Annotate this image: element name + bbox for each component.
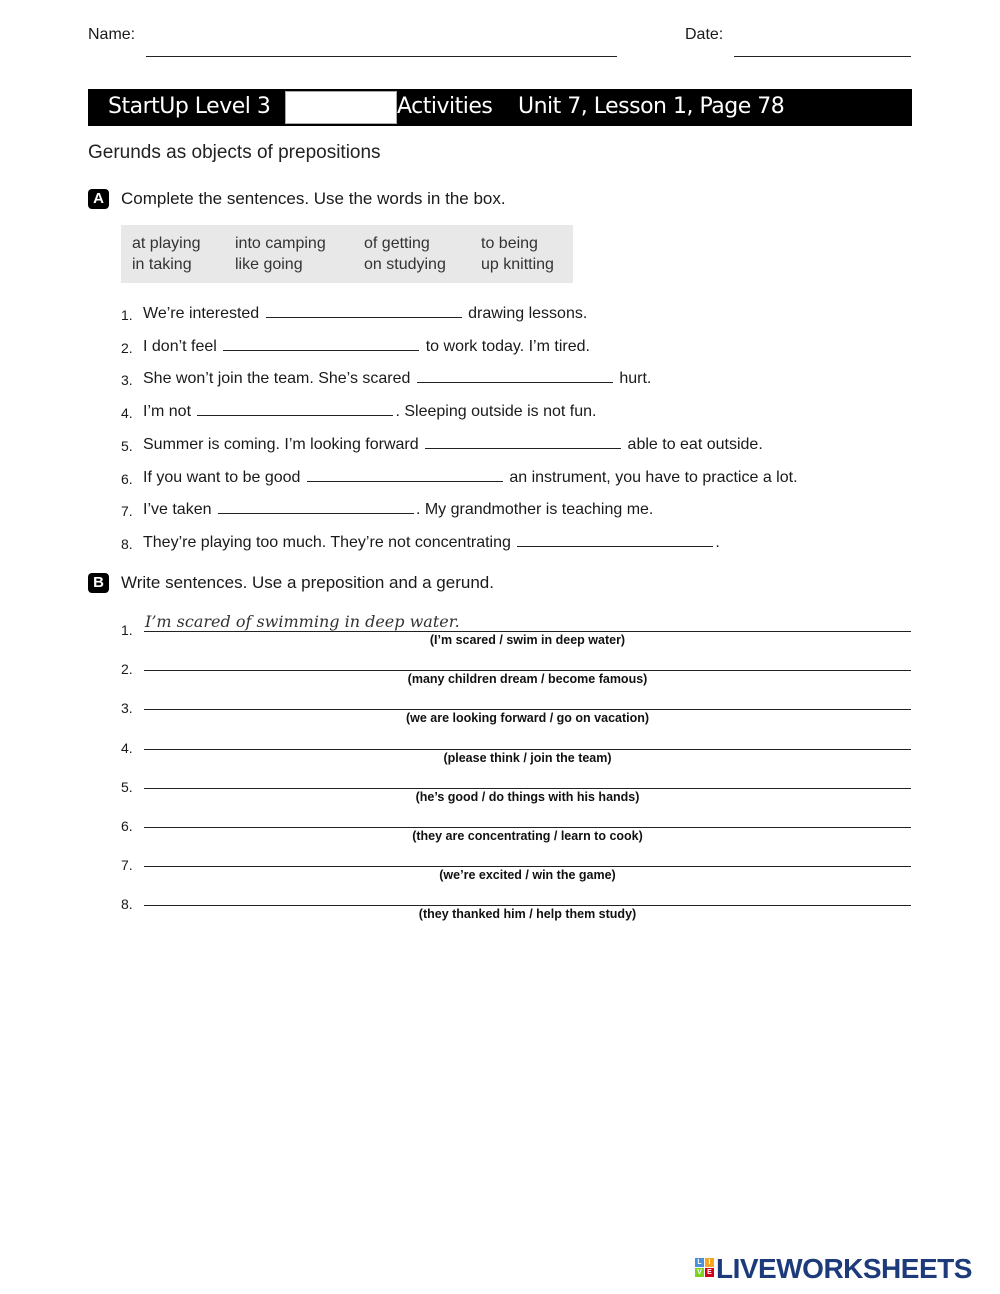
- item-number: 7.: [121, 503, 133, 519]
- prompt-cue: (he’s good / do things with his hands): [415, 790, 640, 804]
- item-number: 3.: [121, 372, 133, 388]
- sentence-end: an instrument, you have to practice a lot.: [509, 469, 798, 486]
- answer-blank[interactable]: [517, 533, 713, 547]
- prompt-cue: (we’re excited / win the game): [439, 868, 616, 882]
- word-box-item: in taking: [132, 256, 192, 273]
- prompt-cue: (please think / join the team): [443, 751, 612, 765]
- sentence-end: . Sleeping outside is not fun.: [395, 403, 597, 420]
- answer-blank[interactable]: [223, 337, 419, 351]
- section-b-instruction: Write sentences. Use a preposition and a gerund.: [121, 573, 494, 592]
- exercise-a-item: [121, 304, 881, 326]
- level-title: StartUp Level 3: [108, 94, 271, 119]
- word-box-item: up knitting: [481, 256, 554, 273]
- date-label: Date:: [685, 26, 724, 43]
- liveworksheets-logo: [691, 1254, 991, 1286]
- sentence-end: able to eat outside.: [627, 436, 763, 453]
- logo-square: L: [695, 1258, 704, 1267]
- item-number: 3.: [121, 700, 133, 716]
- logo-brand-text: LIVEWORKSHEETS: [716, 1253, 972, 1284]
- exercise-b-item: [121, 612, 911, 650]
- activities-title: Activities: [397, 94, 493, 119]
- name-label: Name:: [88, 26, 136, 43]
- exercise-b-item: [121, 694, 911, 728]
- section-a-badge: A: [88, 189, 109, 209]
- sentence-start: I’ve taken: [143, 501, 212, 518]
- header-bar: [88, 89, 912, 126]
- sentence-start: I’m not: [143, 403, 192, 420]
- item-number: 1.: [121, 622, 133, 638]
- exercise-a-item: [121, 369, 881, 391]
- item-number: 2.: [121, 661, 133, 677]
- section-a-instruction: Complete the sentences. Use the words in the box.: [121, 189, 506, 208]
- header-blank-box: [285, 91, 397, 124]
- item-number: 8.: [121, 536, 133, 552]
- word-box-item: on studying: [364, 256, 446, 273]
- prompt-cue: (they are concentrating / learn to cook): [412, 829, 643, 843]
- answer-line[interactable]: [144, 827, 911, 828]
- word-box-item: at playing: [132, 235, 201, 252]
- sentence-start: She won’t join the team. She’s scared: [143, 370, 411, 387]
- exercise-a-item: [121, 468, 881, 490]
- answer-line[interactable]: [144, 788, 911, 789]
- answer-line[interactable]: [144, 866, 911, 867]
- prompt-cue: (we are looking forward / go on vacation): [405, 711, 650, 725]
- page-subtitle: Gerunds as objects of prepositions: [88, 142, 381, 163]
- exercise-b-item: [121, 890, 911, 924]
- item-number: 8.: [121, 896, 133, 912]
- item-number: 4.: [121, 405, 133, 421]
- word-box-item: of getting: [364, 235, 430, 252]
- answer-blank[interactable]: [307, 468, 503, 482]
- sentence-start: If you want to be good: [143, 469, 301, 486]
- item-number: 4.: [121, 740, 133, 756]
- answer-blank[interactable]: [417, 369, 613, 383]
- prompt-cue: (I’m scared / swim in deep water): [429, 633, 626, 647]
- item-number: 2.: [121, 340, 133, 356]
- answer-blank[interactable]: [218, 500, 414, 514]
- item-number: 5.: [121, 779, 133, 795]
- item-number: 6.: [121, 471, 133, 487]
- sentence-end: .: [715, 534, 720, 551]
- logo-square: I: [705, 1258, 714, 1267]
- prompt-cue: (many children dream / become famous): [407, 672, 648, 686]
- answer-line[interactable]: [144, 905, 911, 906]
- answer-line[interactable]: [144, 749, 911, 750]
- exercise-a-item: [121, 533, 881, 555]
- exercise-b-item: [121, 851, 911, 885]
- exercise-a-item: [121, 402, 881, 424]
- sentence-end: . My grandmother is teaching me.: [415, 501, 654, 518]
- exercise-a-item: [121, 337, 881, 359]
- sentence-end: hurt.: [619, 370, 652, 387]
- logo-square: V: [695, 1268, 704, 1277]
- logo-square: E: [705, 1268, 714, 1277]
- date-field[interactable]: [734, 41, 911, 57]
- item-number: 6.: [121, 818, 133, 834]
- word-box-item: to being: [481, 235, 538, 252]
- sentence-end: drawing lessons.: [468, 305, 588, 322]
- sentence-start: We’re interested: [143, 305, 260, 322]
- exercise-a-item: [121, 500, 881, 522]
- name-field[interactable]: [146, 41, 617, 57]
- word-box-item: into camping: [235, 235, 326, 252]
- item-number: 5.: [121, 438, 133, 454]
- answer-line[interactable]: [144, 670, 911, 671]
- answer-blank[interactable]: [425, 435, 621, 449]
- unit-lesson-title: Unit 7, Lesson 1, Page 78: [518, 94, 785, 119]
- name-date-row: [88, 26, 911, 46]
- answer-blank[interactable]: [266, 304, 462, 318]
- item-number: 7.: [121, 857, 133, 873]
- sentence-start: Summer is coming. I’m looking forward: [143, 436, 419, 453]
- exercise-b-item: [121, 655, 911, 689]
- sentence-start: They’re playing too much. They’re not concentrating: [143, 534, 511, 551]
- answer-line[interactable]: [144, 631, 911, 632]
- section-b-badge: B: [88, 573, 109, 593]
- sentence-start: I don’t feel: [143, 338, 217, 355]
- exercise-a-item: [121, 435, 881, 457]
- prompt-cue: (they thanked him / help them study): [418, 907, 637, 921]
- answer-blank[interactable]: [197, 402, 393, 416]
- sentence-end: to work today. I’m tired.: [425, 338, 590, 355]
- word-box: [121, 225, 573, 283]
- exercise-b-item: [121, 734, 911, 768]
- exercise-b-item: [121, 773, 911, 807]
- word-box-item: like going: [235, 256, 303, 273]
- item-number: 1.: [121, 307, 133, 323]
- example-answer: I’m scared of swimming in deep water.: [145, 612, 460, 631]
- exercise-b-item: [121, 812, 911, 846]
- answer-line[interactable]: [144, 709, 911, 710]
